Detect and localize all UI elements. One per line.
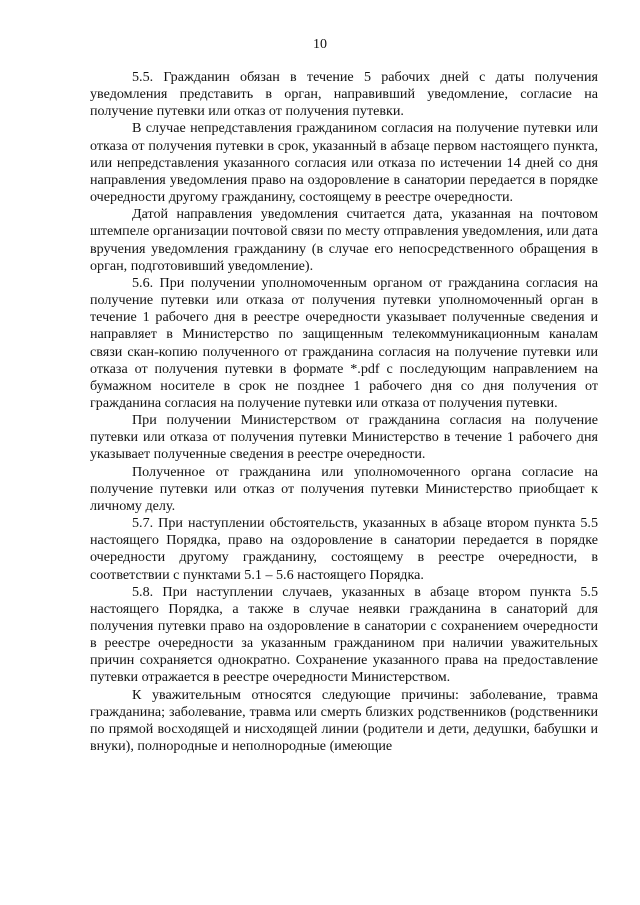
paragraph-5-5: 5.5. Гражданин обязан в течение 5 рабочих дней с даты получения уведомления представить в орган, направивший уведомление, согласие на получение путевки или отказ от получения путевки.	[90, 69, 598, 120]
document-body	[90, 69, 598, 755]
paragraph-5-6: 5.6. При получении уполномоченным органом от гражданина согласия на получение путевки или отказа от получения путевки уполномоченный орган в течение 1 рабочего дня в реестре очередности указывает полученные сведения и направляет в Министерство по защищенным телекоммуникационным каналам связи скан-копию полученного от гражданина согласия на получение путевки или отказа от получения путевки в формате *.pdf с последующим направлением на бумажном носителе в срок не позднее 1 рабочего дня со дня получения от гражданина согласия на получение путевки или отказа от получения путевки.	[90, 274, 598, 411]
paragraph-personal-file: Полученное от гражданина или уполномоченного органа согласие на получение путевки или отказ от получения путевки Министерство приобщает к личному делу.	[90, 463, 598, 514]
paragraph-non-submission: В случае непредставления гражданином согласия на получение путевки или отказа от получения путевки в срок, указанный в абзаце первом настоящего пункта, или непредставления указанного согласия или отказа по истечении 14 дней со дня направления уведомления право на оздоровление в санатории передается в порядке очередности другому гражданину, состоящему в реестре очередности.	[90, 120, 598, 206]
paragraph-valid-reasons: К уважительным относятся следующие причины: заболевание, травма гражданина; заболевание, травма или смерть близких родственников (родственники по прямой восходящей и нисходящей линии (родители и дети, дедушки, бабушки и внуки), полнородные и неполнородные (имеющие	[90, 686, 598, 755]
paragraph-5-7: 5.7. При наступлении обстоятельств, указанных в абзаце втором пункта 5.5 настоящего Порядка, право на оздоровление в санатории передается в порядке очередности другому гражданину, состоящему в реестре очередности, в соответствии с пунктами 5.1 – 5.6 настоящего Порядка.	[90, 515, 598, 583]
paragraph-notice-date: Датой направления уведомления считается дата, указанная на почтовом штемпеле организации почтовой связи по месту отправления уведомления, или дата вручения уведомления гражданину (в случае его непосредственного обращения в орган, подготовивший уведомление).	[90, 206, 598, 274]
page-number: 10	[313, 37, 327, 52]
paragraph-5-8: 5.8. При наступлении случаев, указанных в абзаце втором пункта 5.5 настоящего Порядка, а также в случае неявки гражданина в санаторий для получения путевки право на оздоровление в санатории с сохранением очередности в реестре очередности за указанным гражданином при наличии уважительных причин сохраняется однократно. Сохранение указанного права на предоставление путевки отражается в реестре очередности Министерством.	[90, 583, 598, 686]
paragraph-ministry-receipt: При получении Министерством от гражданина согласия на получение путевки или отказа от получения путевки Министерство в течение 1 рабочего дня указывает полученные сведения в реестре очередности.	[90, 412, 598, 463]
